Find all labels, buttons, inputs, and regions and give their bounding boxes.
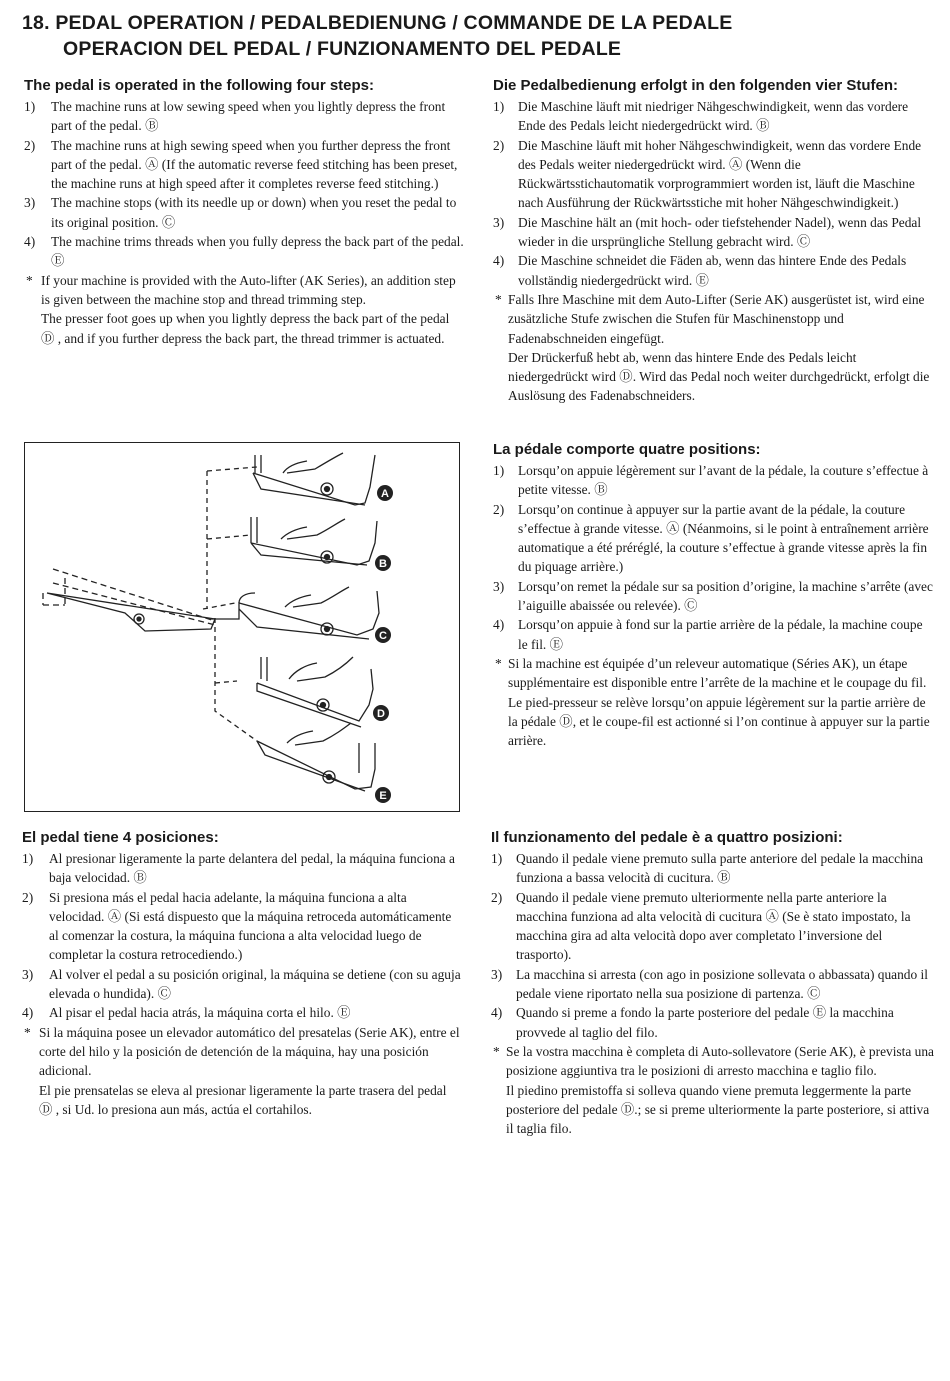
list-item: 3) The machine stops (with its needle up or down) when you reset the pedal to its original position. Ⓒ <box>24 195 457 230</box>
section-english <box>24 76 464 348</box>
italian-heading: Il funzionamento del pedale è a quattro posizioni: <box>491 829 843 846</box>
title-line-1: 18. PEDAL OPERATION / PEDALBEDIENUNG / COMMANDE DE LA PEDALE <box>22 12 733 34</box>
svg-text:D: D <box>377 708 385 720</box>
list-item: 1) Die Maschine läuft mit niedriger Nähgeschwindigkeit, wenn das vordere Ende des Pedals leicht niedergedrückt wird. Ⓑ <box>493 99 909 134</box>
label-e-marker <box>375 787 391 803</box>
svg-text:E: E <box>379 790 387 802</box>
page-title <box>22 10 942 62</box>
french-note: * Si la machine est équipée d’un releveur automatique (Séries AK), un étape supplémentaire est disponible entre l’arrête de la machine et le coupage du fil. Le pied-presseur se relève lorsqu’on appuie légèrement sur la partie arrière de la pédale Ⓓ, et le coupe-fil est actionné si l’on continue à appuyer sur la partie arrière. <box>495 655 930 749</box>
label-d-marker <box>373 705 389 721</box>
list-item: 1) Quando il pedale viene premuto sulla parte anteriore del pedale la macchina funziona a bassa velocità di cucitura. Ⓑ <box>491 851 924 886</box>
list-item: 4) Al pisar el pedal hacia atrás, la máquina corta el hilo. Ⓔ <box>22 1005 351 1021</box>
english-note: * If your machine is provided with the Auto-lifter (AK Series), an addition step is given between the machine stop and thread trimming step. The presser foot goes up when you lightly depress the back part of the pedal Ⓓ , and if you further depress the back part, the thread trimmer is actuated. <box>26 272 456 346</box>
list-item: 4) Die Maschine schneidet die Fäden ab, wenn das hintere Ende des Pedals vollständig niedergedrückt wird. Ⓔ <box>493 253 907 288</box>
list-item: 1) Al presionar ligeramente la parte delantera del pedal, la máquina funciona a baja velocidad. Ⓑ <box>22 851 455 886</box>
label-b-marker <box>375 555 391 571</box>
list-item: 1) Lorsqu’on appuie légèrement sur l’avant de la pédale, la couture s’effectue à petite vitesse. Ⓑ <box>493 463 929 498</box>
german-note: * Falls Ihre Maschine mit dem Auto-Lifter (Serie AK) ausgerüstet ist, wird eine zusätzliche Stufe zwischen die Stufen für Maschinenstopp und Fadenabschneiden eingefügt. Der Drückerfuß hebt ab, wenn das hintere Ende des Pedals leicht niedergedrückt wird Ⓓ. Wird das Pedal noch weiter durchgedrückt, erfolgt die Auslösung des Fadenabschneiders. <box>495 291 930 404</box>
english-heading: The pedal is operated in the following four steps: <box>24 77 375 94</box>
list-item: 3) Lorsqu’on remet la pédale sur sa position d’origine, la machine s’arrête (avec l’aiguille abaissée ou relevée). Ⓒ <box>493 578 933 614</box>
german-heading: Die Pedalbedienung erfolgt in den folgenden vier Stufen: <box>493 77 899 94</box>
list-item: 3) Die Maschine hält an (mit hoch- oder tiefstehender Nadel), wenn das Pedal wieder in die ursprüngliche Stellung gebracht wird. Ⓒ <box>493 214 922 250</box>
french-steps <box>493 461 935 654</box>
spanish-heading: El pedal tiene 4 posiciones: <box>22 829 219 846</box>
list-item: 4) Quando si preme a fondo la parte posteriore del pedale Ⓔ la macchina provvede al taglio del filo. <box>491 1005 894 1040</box>
svg-text:A: A <box>381 488 389 500</box>
list-item: 2) Quando il pedale viene premuto ulteriormente nella parte anteriore la macchina funziona ad alta velocità di cucitura Ⓐ (Se è stato impostato, la macchina gira ad alta velocità dopo aver completato l’inversione del trasporto). <box>491 889 911 963</box>
title-line-2: OPERACION DEL PEDAL / FUNZIONAMENTO DEL PEDALE <box>63 38 622 60</box>
spanish-steps <box>22 849 462 1023</box>
section-german <box>493 76 935 406</box>
list-item: 4) The machine trims threads when you fully depress the back part of the pedal. Ⓔ <box>24 234 464 269</box>
french-heading: La pédale comporte quatre positions: <box>493 441 761 458</box>
list-item: 2) The machine runs at high sewing speed when you further depress the front part of the pedal. Ⓐ (If the automatic reverse feed stitching has been preset, the machine runs at high speed after it completes reverse feed stitching.) <box>24 137 458 192</box>
section-french <box>493 440 935 750</box>
list-item: 3) Al volver el pedal a su posición original, la máquina se detiene (con su aguja elevada o hundida). Ⓒ <box>22 966 461 1002</box>
section-spanish <box>22 828 462 1119</box>
english-steps <box>24 97 464 271</box>
list-item: 2) Lorsqu’on continue à appuyer sur la partie avant de la pédale, la couture s’effectue à grande vitesse. Ⓐ (Néanmoins, si le point à entraînement arrière automatique a été préréglé, la couture s’effectue à grande vitesse après la fin du piquage arrière.) <box>493 501 929 575</box>
list-item: 1) The machine runs at low sewing speed when you lightly depress the front part of the pedal. Ⓑ <box>24 99 446 134</box>
list-item: 2) Si presiona más el pedal hacia adelante, la máquina funciona a alta velocidad. Ⓐ (Si está dispuesto que la máquina retroceda automáticamente al comenzar la costura, la máquina funciona a alta velocidad luego de completar la costura retrocediendo.) <box>22 889 452 963</box>
svg-text:C: C <box>379 630 387 642</box>
spanish-note: * Si la máquina posee un elevador automático del presatelas (Serie AK), entre el corte del hilo y la posición de detención de la máquina, hay una posición adicional. El pie prensatelas se eleva al presionar ligeramente la parte trasera del pedal Ⓓ , si Ud. lo presiona aun más, actúa el cortahilos. <box>24 1024 460 1117</box>
label-a-marker <box>377 485 393 501</box>
list-item: 4) Lorsqu’on appuie à fond sur la partie arrière de la pédale, la machine coupe le fil. Ⓔ <box>493 617 923 652</box>
svg-text:B: B <box>379 558 387 570</box>
label-c-marker <box>375 627 391 643</box>
pedal-positions-figure <box>24 442 460 812</box>
pedal-diagram <box>25 443 461 813</box>
list-item: 3) La macchina si arresta (con ago in posizione sollevata o abbassata) quando il pedale viene riportato nella sua posizione di partenza. Ⓒ <box>491 966 928 1002</box>
section-italian <box>491 828 935 1138</box>
italian-steps <box>491 849 935 1042</box>
italian-note: * Se la vostra macchina è completa di Auto-sollevatore (Serie AK), è prevista una posizione aggiuntiva tra le posizioni di arresto macchina e taglio filo. Il piedino premistoffa si solleva quando viene premuta leggermente la parte posteriore del pedale Ⓓ.; se si preme ulteriormente la parte posteriore, si attiva il taglia filo. <box>493 1043 934 1137</box>
list-item: 2) Die Maschine läuft mit hoher Nähgeschwindigkeit, wenn das vordere Ende des Pedals weiter niedergedrückt wird. Ⓐ (Wenn die Rückwärtsstichautomatik vorprogrammiert worden ist, läuft die Maschine nach Ausführung der Rückwärtsstiche mit hoher Nähgeschwindigkeit.) <box>493 137 922 211</box>
german-steps <box>493 97 935 290</box>
